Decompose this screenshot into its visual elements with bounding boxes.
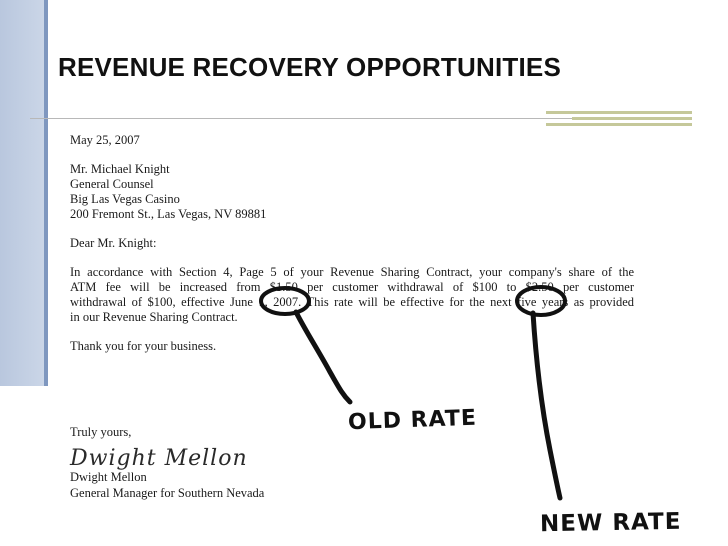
signer-name: Dwight Mellon — [70, 470, 147, 484]
new-rate-circle — [517, 287, 565, 315]
recipient-address: 200 Fremont St., Las Vegas, NV 89881 — [70, 207, 267, 221]
closing: Truly yours, — [70, 425, 132, 439]
body-line: in our Revenue Sharing Contract. — [70, 310, 238, 324]
signer-title: General Manager for Southern Nevada — [70, 486, 265, 500]
old-rate-circle — [261, 288, 309, 314]
recipient-company: Big Las Vegas Casino — [70, 192, 180, 206]
thanks-line: Thank you for your business. — [70, 339, 217, 353]
body-line: In accordance with Section 4, Page 5 of your Revenue Sharing Contract, your company's share of the — [70, 265, 634, 279]
old-rate-label: OLD RATE — [347, 405, 478, 436]
letter-date: May 25, 2007 — [70, 133, 140, 147]
recipient-name: Mr. Michael Knight — [70, 162, 170, 176]
salutation: Dear Mr. Knight: — [70, 236, 157, 250]
new-rate-label: NEW RATE — [539, 508, 682, 538]
new-rate-pointer — [533, 313, 560, 498]
handwritten-signature: Dwight Mellon — [70, 446, 248, 471]
body-line: withdrawal of $100, effective June 1, 2007. This rate will be effective for the next five years as provided — [70, 295, 634, 309]
recipient-title: General Counsel — [70, 177, 154, 191]
old-rate-pointer — [296, 312, 350, 402]
slide-title: REVENUE RECOVERY OPPORTUNITIES — [58, 52, 561, 82]
body-line: ATM fee will be increased from $1.50 per customer withdrawal of $100 to $2.50 per customer — [70, 280, 634, 294]
